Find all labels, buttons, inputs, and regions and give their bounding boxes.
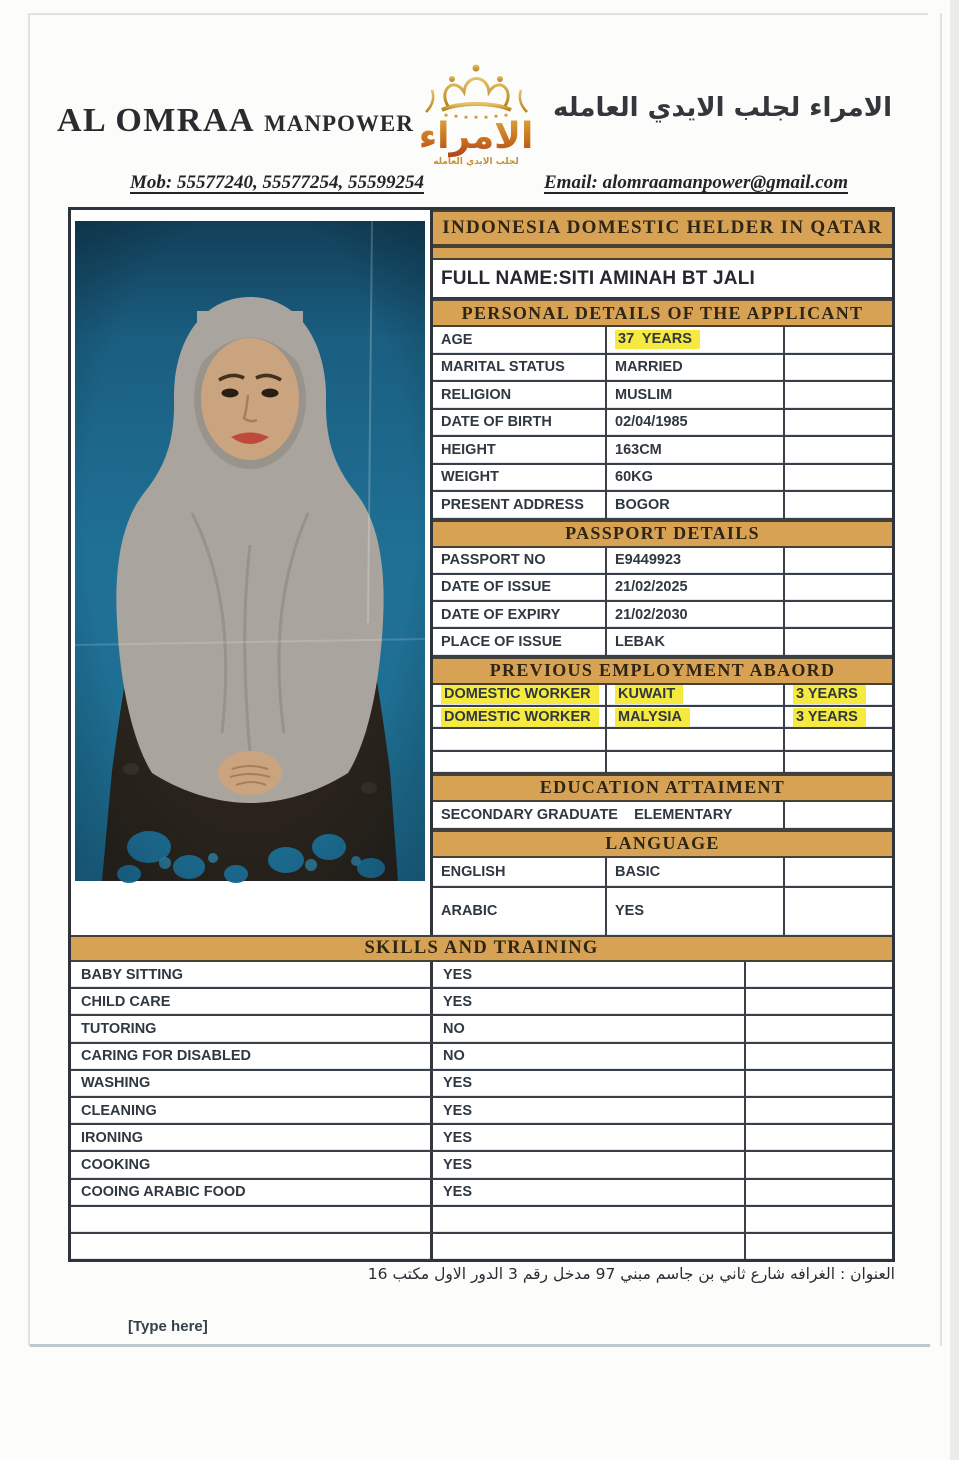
empty-cell <box>746 989 892 1014</box>
company-name <box>57 102 414 140</box>
country-cell: MALYSIA <box>607 707 785 727</box>
empty-cell <box>785 327 892 353</box>
section-passport-title: PASSPORT DETAILS <box>433 520 892 548</box>
skill-value-cell: YES <box>433 1071 746 1096</box>
table-row <box>71 1180 892 1207</box>
field-value-cell: 21/02/2025 <box>607 575 785 600</box>
logo-subtext: لجلب الايدي العامله <box>433 157 519 167</box>
passport-details-rows <box>433 548 892 657</box>
years-cell: 3 YEARS <box>785 685 892 705</box>
language-row-english <box>433 858 892 888</box>
table-row <box>433 492 892 520</box>
field-value-cell: 37 YEARS <box>607 327 785 353</box>
empty-cell <box>746 1207 892 1232</box>
field-value-cell: LEBAK <box>607 629 785 654</box>
skills-rows <box>71 962 892 1259</box>
scan-edge-right <box>940 13 942 1346</box>
field-label-cell: PRESENT ADDRESS <box>433 492 607 518</box>
country-cell: KUWAIT <box>607 685 785 705</box>
empty-cell <box>746 1016 892 1041</box>
field-value-cell: 21/02/2030 <box>607 602 785 627</box>
table-row <box>433 629 892 656</box>
table-row <box>433 327 892 355</box>
table-row <box>433 465 892 493</box>
empty-cell <box>785 575 892 600</box>
email-address: Email: alomraamanpower@gmail.com <box>544 172 848 193</box>
field-value-cell: MARRIED <box>607 355 785 381</box>
skill-label-cell: COOKING <box>71 1152 433 1177</box>
document-title: INDONESIA DOMESTIC HELDER IN QATAR <box>433 210 892 246</box>
field-label-cell: ENGLISH <box>433 858 607 886</box>
empty-cell <box>785 602 892 627</box>
table-row <box>433 355 892 383</box>
skill-label-cell: BABY SITTING <box>71 962 433 987</box>
empty-cell <box>785 437 892 463</box>
scan-edge-left <box>28 13 30 1346</box>
empty-cell <box>785 355 892 381</box>
education-value-cell: SECONDARY GRADUATE ELEMENTARY <box>433 802 785 828</box>
empty-cell <box>746 1125 892 1150</box>
skill-label-cell: IRONING <box>71 1125 433 1150</box>
empty-cell <box>785 629 892 654</box>
field-value-cell: 163CM <box>607 437 785 463</box>
empty-cell <box>746 1152 892 1177</box>
section-employment-title: PREVIOUS EMPLOYMENT ABAORD <box>433 657 892 685</box>
job-cell <box>433 752 607 772</box>
country-cell <box>607 729 785 749</box>
table-row <box>71 1071 892 1098</box>
field-label-cell: HEIGHT <box>433 437 607 463</box>
years-cell: 3 YEARS <box>785 707 892 727</box>
education-row <box>433 802 892 830</box>
field-label-cell: DATE OF EXPIRY <box>433 602 607 627</box>
skill-value-cell: YES <box>433 989 746 1014</box>
skill-value-cell: NO <box>433 1016 746 1041</box>
empty-cell <box>746 962 892 987</box>
field-label-cell: ARABIC <box>433 888 607 935</box>
empty-cell <box>746 1234 892 1259</box>
company-name-suffix: MANPOWER <box>264 111 414 136</box>
field-value-cell: 02/04/1985 <box>607 410 785 436</box>
cv-table <box>68 207 895 1262</box>
field-value-cell: BOGOR <box>607 492 785 518</box>
skill-label-cell <box>71 1234 433 1259</box>
skill-label-cell: CHILD CARE <box>71 989 433 1014</box>
field-value-cell: MUSLIM <box>607 382 785 408</box>
table-row <box>71 1125 892 1152</box>
field-value-cell: E9449923 <box>607 548 785 573</box>
language-row-arabic <box>433 888 892 935</box>
skill-value-cell <box>433 1234 746 1259</box>
field-value-cell: YES <box>607 888 785 935</box>
skill-value-cell: YES <box>433 1098 746 1123</box>
section-language-title: LANGUAGE <box>433 830 892 858</box>
scan-edge-top <box>30 13 928 15</box>
empty-cell <box>785 802 892 828</box>
years-cell <box>785 752 892 772</box>
skill-label-cell: CLEANING <box>71 1098 433 1123</box>
table-row <box>433 548 892 575</box>
section-personal-title: PERSONAL DETAILS OF THE APPLICANT <box>433 299 892 327</box>
employment-rows <box>433 685 892 774</box>
table-row <box>433 685 892 707</box>
empty-cell <box>785 858 892 886</box>
table-row <box>71 1098 892 1125</box>
field-value-cell: 60KG <box>607 465 785 491</box>
empty-cell <box>785 465 892 491</box>
field-label-cell: DATE OF BIRTH <box>433 410 607 436</box>
empty-cell <box>785 888 892 935</box>
table-row <box>433 752 892 774</box>
field-label-cell: DATE OF ISSUE <box>433 575 607 600</box>
page-edge-shadow <box>950 0 959 1460</box>
full-name: FULL NAME:SITI AMINAH BT JALI <box>433 260 892 299</box>
skill-value-cell: NO <box>433 1044 746 1069</box>
table-row <box>433 707 892 729</box>
section-education-title: EDUCATION ATTAIMENT <box>433 774 892 802</box>
table-row <box>433 437 892 465</box>
skill-label-cell: WASHING <box>71 1071 433 1096</box>
table-row <box>71 962 892 989</box>
skill-label-cell: COOING ARABIC FOOD <box>71 1180 433 1205</box>
field-label-cell: PASSPORT NO <box>433 548 607 573</box>
field-label-cell: MARITAL STATUS <box>433 355 607 381</box>
logo-calligraphy: الامراء <box>418 116 534 157</box>
skill-label-cell <box>71 1207 433 1232</box>
company-name-main: AL OMRAA <box>57 102 256 139</box>
table-row <box>433 575 892 602</box>
type-here-placeholder[interactable]: [Type here] <box>128 1318 208 1335</box>
table-row <box>433 410 892 438</box>
empty-cell <box>785 492 892 518</box>
details-column <box>433 210 892 935</box>
years-cell <box>785 729 892 749</box>
applicant-photo <box>73 213 427 885</box>
skill-value-cell: YES <box>433 1180 746 1205</box>
field-label-cell: WEIGHT <box>433 465 607 491</box>
empty-cell <box>785 410 892 436</box>
country-cell <box>607 752 785 772</box>
skill-value-cell: YES <box>433 1125 746 1150</box>
empty-cell <box>746 1180 892 1205</box>
field-label-cell: PLACE OF ISSUE <box>433 629 607 654</box>
empty-cell <box>746 1071 892 1096</box>
empty-cell <box>746 1098 892 1123</box>
personal-details-rows <box>433 327 892 520</box>
table-row <box>71 1044 892 1071</box>
job-cell: DOMESTIC WORKER <box>433 685 607 705</box>
empty-cell <box>785 382 892 408</box>
divider-band <box>433 246 892 260</box>
phone-numbers: Mob: 55577240, 55577254, 55599254 <box>130 172 424 193</box>
table-row <box>71 1207 892 1234</box>
table-row <box>71 1234 892 1259</box>
skill-label-cell: TUTORING <box>71 1016 433 1041</box>
skill-label-cell: CARING FOR DISABLED <box>71 1044 433 1069</box>
office-address-arabic: العنوان : الغرافه شارع ثاني بن جاسم مبني 97 مدخل رقم 3 الدور الاول مكتب 16 <box>367 1265 895 1283</box>
table-row <box>71 989 892 1016</box>
section-skills-title: SKILLS AND TRAINING <box>71 935 892 962</box>
skills-section <box>71 935 892 1259</box>
job-cell: DOMESTIC WORKER <box>433 707 607 727</box>
company-name-arabic: الامراء لجلب الايدي العامله <box>552 93 892 123</box>
table-row <box>433 729 892 751</box>
table-row <box>71 1152 892 1179</box>
skill-value-cell: YES <box>433 962 746 987</box>
field-value-cell: BASIC <box>607 858 785 886</box>
table-row <box>433 602 892 629</box>
field-label-cell: AGE <box>433 327 607 353</box>
job-cell <box>433 729 607 749</box>
skill-value-cell: YES <box>433 1152 746 1177</box>
empty-cell <box>785 548 892 573</box>
table-row <box>433 382 892 410</box>
field-label-cell: RELIGION <box>433 382 607 408</box>
company-logo-crown-icon <box>403 48 550 172</box>
skill-value-cell <box>433 1207 746 1232</box>
scan-edge-bottom <box>30 1344 930 1347</box>
table-row <box>71 1016 892 1043</box>
empty-cell <box>746 1044 892 1069</box>
photo-cell <box>71 210 433 935</box>
